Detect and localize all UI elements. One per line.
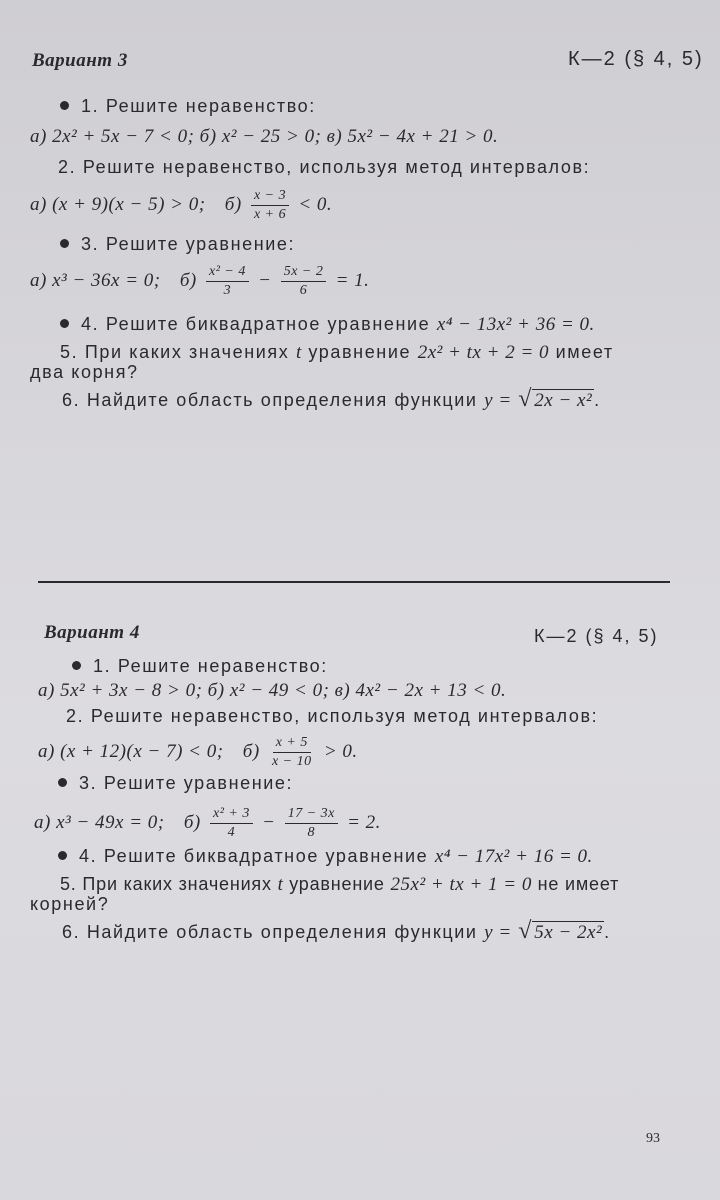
v3-task-3-expressions: а) x³ − 36x = 0; б) $\frac{\text{x² − 4}}{3}$ − $\frac{5x - 2}{6}$ = 1. xyxy=(30,264,370,298)
v3-task-2-fraction: $\frac{x - 3}{x + 6}$ xyxy=(251,188,289,223)
v3-task-5-line-2: два корня? xyxy=(30,362,139,382)
section-divider xyxy=(38,581,670,583)
v4-task-3-fraction-2: $\frac{17 - 3x}{8}$ xyxy=(285,806,338,841)
v4-task-3-expressions: а) x³ − 49x = 0; б) $\frac{\text{x² + 3}}{4}$ − $\frac{17 - 3x}{8}$ = 2. xyxy=(34,806,381,840)
bullet-icon xyxy=(60,101,69,110)
bullet-icon xyxy=(58,778,67,787)
v3-task-3-fraction-2: $\frac{5x - 2}{6}$ xyxy=(281,264,327,299)
v3-task-1-expressions: а) 2x² + 5x − 7 < 0; б) x² − 25 > 0; в) 5x² − 4x + 21 > 0. xyxy=(30,126,499,147)
v3-task-6: 6. Найдите область определения функции y = √ 2x − x² . xyxy=(62,386,601,412)
bullet-icon xyxy=(60,319,69,328)
v4-task-4: 4. Решите биквадратное уравнение x⁴ − 17x² + 16 = 0. xyxy=(58,846,593,868)
bullet-icon xyxy=(58,851,67,860)
v4-task-3-fraction-1: $\frac{\text{x² + 3}}{4}$ xyxy=(210,806,253,841)
page-number: 93 xyxy=(646,1131,660,1146)
variant-4-title: Вариант 4 xyxy=(44,622,140,643)
v4-task-2: 2. Решите неравенство, используя метод интервалов: xyxy=(66,706,599,726)
square-root-sign: √ 2x − x² xyxy=(518,386,593,412)
v3-task-2-expressions: а) (x + 9)(x − 5) > 0; б) $\frac{x - 3}{x + 6}$ < 0. xyxy=(30,188,333,222)
v4-task-5: 5. При каких значениях t уравнение 25x² + tx + 1 = 0 не имеет xyxy=(60,874,620,895)
v3-task-4: 4. Решите биквадратное уравнение x⁴ − 13x² + 36 = 0. xyxy=(60,314,595,336)
v3-task-5: 5. При каких значениях t уравнение 2x² + tx + 2 = 0 имеет xyxy=(60,342,614,363)
v3-task-2: 2. Решите неравенство, используя метод интервалов: xyxy=(58,157,591,177)
bullet-icon xyxy=(60,239,69,248)
v3-task-3-fraction-1: $\frac{\text{x² − 4}}{3}$ xyxy=(206,264,249,299)
variant-3-title: Вариант 3 xyxy=(32,50,128,71)
square-root-sign: √ 5x − 2x² xyxy=(518,918,603,944)
v4-task-5-line-2: корней? xyxy=(30,894,110,914)
v4-task-3: 3. Решите уравнение: xyxy=(58,773,293,794)
v4-task-2-fraction: $\frac{x + 5}{x - 10}$ xyxy=(271,735,312,769)
v4-task-6: 6. Найдите область определения функции y = √ 5x − 2x² . xyxy=(62,918,611,944)
bullet-icon xyxy=(72,661,81,670)
variant-4-code: К—2 (§ 4, 5) xyxy=(534,626,659,646)
v3-task-3: 3. Решите уравнение: xyxy=(60,234,295,255)
variant-3-code: К—2 (§ 4, 5) xyxy=(568,48,704,70)
v4-task-1: 1. Решите неравенство: xyxy=(72,656,328,677)
v3-task-1: 1. Решите неравенство: xyxy=(60,96,316,117)
v4-task-1-expressions: а) 5x² + 3x − 8 > 0; б) x² − 49 < 0; в) 4x² − 2x + 13 < 0. xyxy=(38,680,507,701)
v4-task-2-expressions: а) (x + 12)(x − 7) < 0; б) $\frac{x + 5}{x - 10}$ > 0. xyxy=(38,735,358,769)
